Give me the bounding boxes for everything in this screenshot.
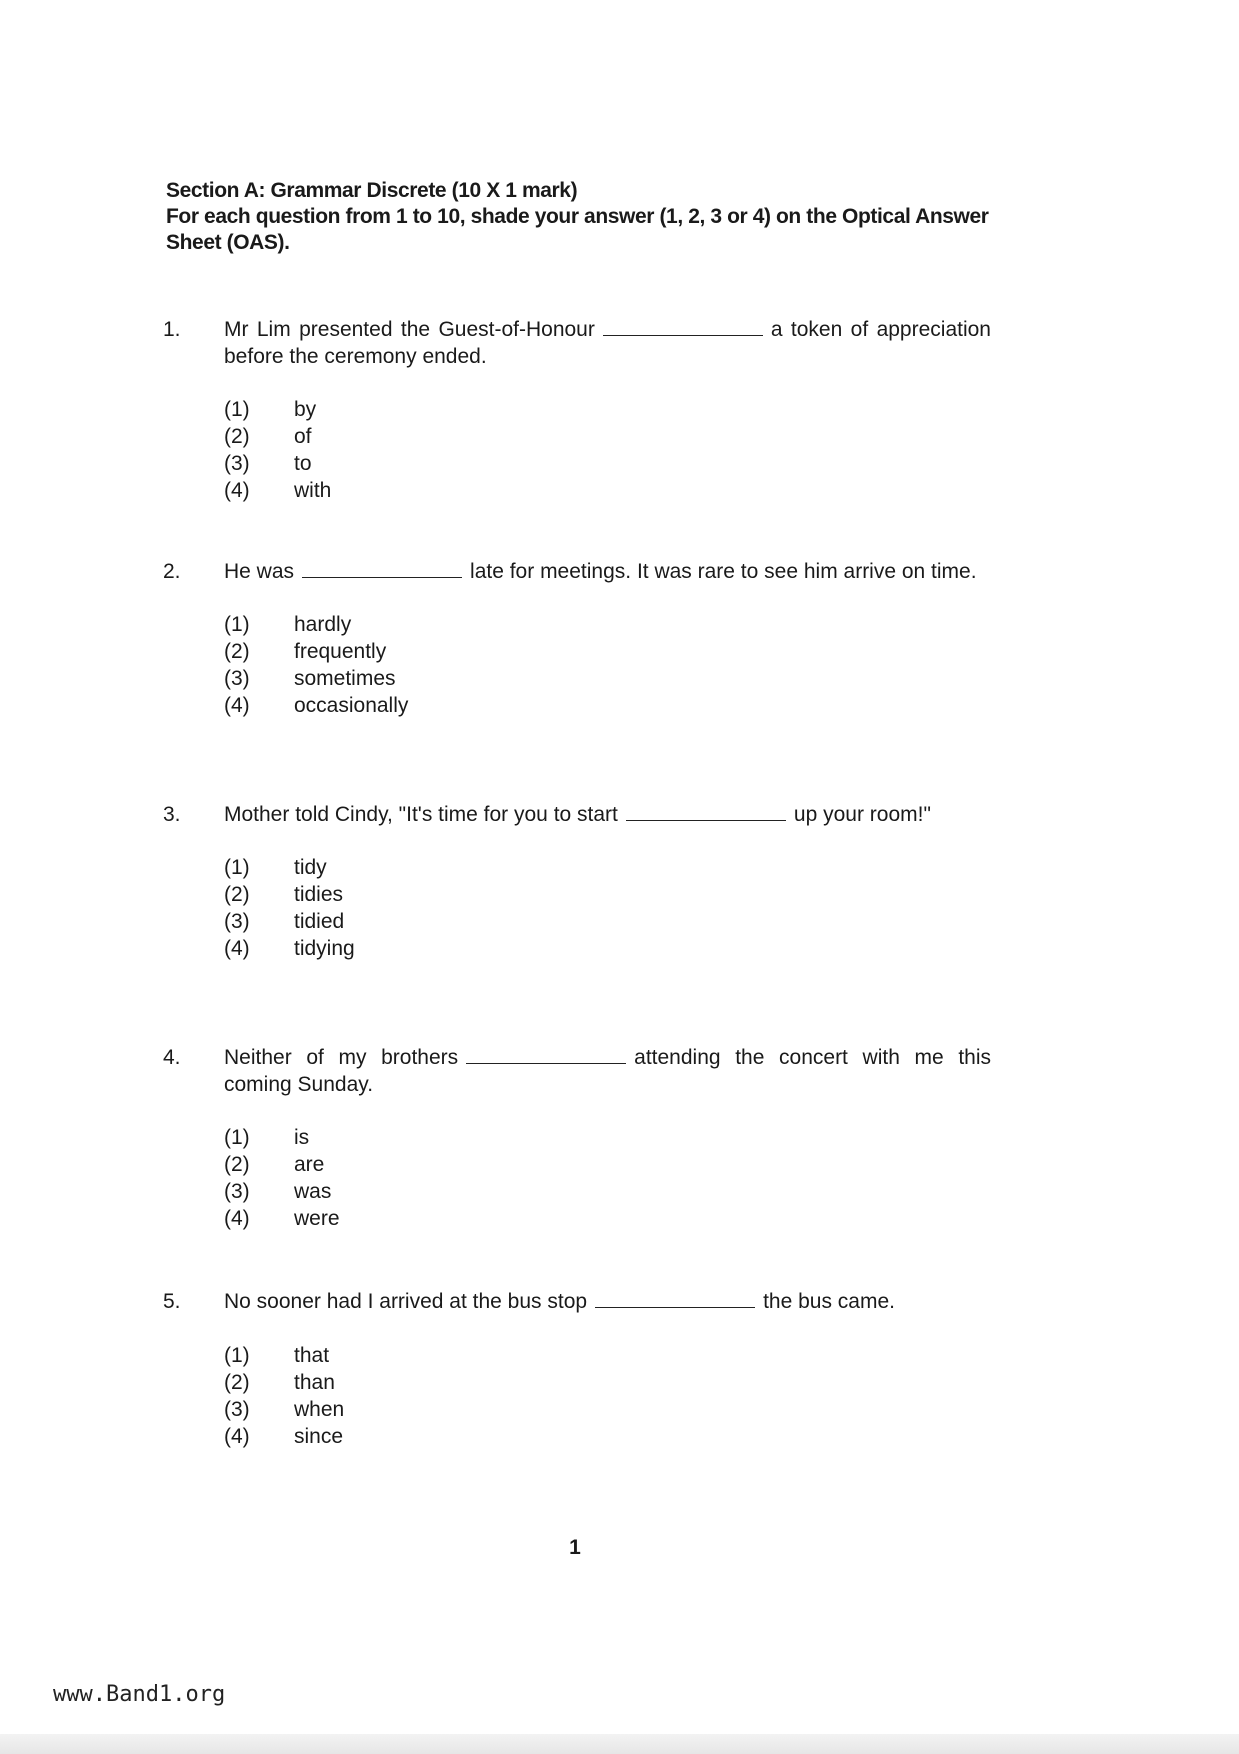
option-number: (4) xyxy=(224,1207,250,1230)
question-number: 4. xyxy=(163,1046,181,1069)
page-number: 1 xyxy=(569,1536,581,1559)
option-text: tidied xyxy=(294,910,345,933)
option-number: (1) xyxy=(224,613,250,636)
section-instructions: For each question from 1 to 10, shade your answer (1, 2, 3 or 4) on the Optical Answer Sheet (OAS). xyxy=(166,205,989,254)
option-4 xyxy=(224,477,1003,504)
option-number: (1) xyxy=(224,856,250,879)
option-1 xyxy=(224,1342,1003,1369)
option-text: to xyxy=(294,452,312,475)
option-text: by xyxy=(294,398,317,421)
option-list xyxy=(224,1124,1003,1232)
option-number: (4) xyxy=(224,1425,250,1448)
option-text: than xyxy=(294,1371,335,1394)
question-text-before: Mr Lim presented the Guest-of-Honour xyxy=(224,318,595,341)
option-text: occasionally xyxy=(294,694,409,717)
question-2 xyxy=(163,558,1003,719)
option-3 xyxy=(224,908,1003,935)
option-4 xyxy=(224,692,1003,719)
option-number: (3) xyxy=(224,667,250,690)
option-number: (1) xyxy=(224,398,250,421)
question-number: 2. xyxy=(163,560,181,583)
question-text-before: Mother told Cindy, "It's time for you to start xyxy=(224,803,618,826)
watermark: www.Band1.org xyxy=(53,1682,226,1707)
option-number: (1) xyxy=(224,1126,250,1149)
option-1 xyxy=(224,396,1003,423)
option-number: (4) xyxy=(224,937,250,960)
question-number: 1. xyxy=(163,318,181,341)
option-list xyxy=(224,1342,1003,1450)
question-text-after: up your room!" xyxy=(793,803,931,826)
option-3 xyxy=(224,450,1003,477)
question-text-after: late for meetings. It was rare to see him arrive on time. xyxy=(470,560,977,583)
question-1 xyxy=(163,316,1003,504)
answer-blank xyxy=(603,319,763,336)
question-text-before: No sooner had I arrived at the bus stop xyxy=(224,1290,588,1313)
answer-blank xyxy=(595,1291,755,1308)
option-number: (3) xyxy=(224,1398,250,1421)
option-number: (3) xyxy=(224,452,250,475)
option-text: were xyxy=(294,1207,340,1230)
question-text xyxy=(224,316,991,370)
option-text: hardly xyxy=(294,613,352,636)
option-list xyxy=(224,396,1003,504)
question-text xyxy=(224,558,991,585)
option-list xyxy=(224,854,1003,962)
option-text: with xyxy=(294,479,332,502)
scan-edge xyxy=(0,1734,1239,1754)
option-4 xyxy=(224,1205,1003,1232)
option-number: (2) xyxy=(224,640,250,663)
option-3 xyxy=(224,1178,1003,1205)
option-2 xyxy=(224,1151,1003,1178)
option-text: when xyxy=(294,1398,345,1421)
question-text xyxy=(224,801,991,828)
option-text: of xyxy=(294,425,312,448)
option-text: frequently xyxy=(294,640,387,663)
answer-blank xyxy=(626,804,786,821)
option-number: (1) xyxy=(224,1344,250,1367)
option-list xyxy=(224,611,1003,719)
question-text xyxy=(224,1044,991,1098)
answer-blank xyxy=(302,561,462,578)
option-number: (4) xyxy=(224,479,250,502)
option-text: tidies xyxy=(294,883,344,906)
option-1 xyxy=(224,1124,1003,1151)
option-3 xyxy=(224,1396,1003,1423)
question-text-after: a token of appreciation before the ceremony ended. xyxy=(224,318,991,368)
option-text: sometimes xyxy=(294,667,396,690)
section-title: Section A: Grammar Discrete (10 X 1 mark) xyxy=(166,179,578,202)
option-number: (2) xyxy=(224,883,250,906)
question-number: 3. xyxy=(163,803,181,826)
option-text: since xyxy=(294,1425,344,1448)
option-number: (2) xyxy=(224,1153,250,1176)
option-text: is xyxy=(294,1126,310,1149)
option-4 xyxy=(224,935,1003,962)
option-2 xyxy=(224,881,1003,908)
option-number: (2) xyxy=(224,425,250,448)
option-text: tidying xyxy=(294,937,355,960)
question-text xyxy=(224,1288,991,1315)
option-number: (3) xyxy=(224,1180,250,1203)
answer-blank xyxy=(466,1047,626,1064)
question-4 xyxy=(163,1044,1003,1232)
option-text: was xyxy=(294,1180,332,1203)
question-3 xyxy=(163,801,1003,962)
option-2 xyxy=(224,423,1003,450)
option-1 xyxy=(224,854,1003,881)
option-1 xyxy=(224,611,1003,638)
option-number: (4) xyxy=(224,694,250,717)
option-3 xyxy=(224,665,1003,692)
section-header xyxy=(166,178,1006,256)
option-2 xyxy=(224,638,1003,665)
question-text-after: the bus came. xyxy=(763,1290,895,1313)
option-text: are xyxy=(294,1153,325,1176)
option-number: (3) xyxy=(224,910,250,933)
question-text-before: Neither of my brothers xyxy=(224,1046,459,1069)
question-5 xyxy=(163,1288,1003,1450)
option-2 xyxy=(224,1369,1003,1396)
option-text: tidy xyxy=(294,856,327,879)
option-number: (2) xyxy=(224,1371,250,1394)
option-text: that xyxy=(294,1344,330,1367)
option-4 xyxy=(224,1423,1003,1450)
question-text-after: attending the concert with me this coming Sunday. xyxy=(224,1046,991,1096)
question-text-before: He was xyxy=(224,560,295,583)
question-number: 5. xyxy=(163,1290,181,1313)
